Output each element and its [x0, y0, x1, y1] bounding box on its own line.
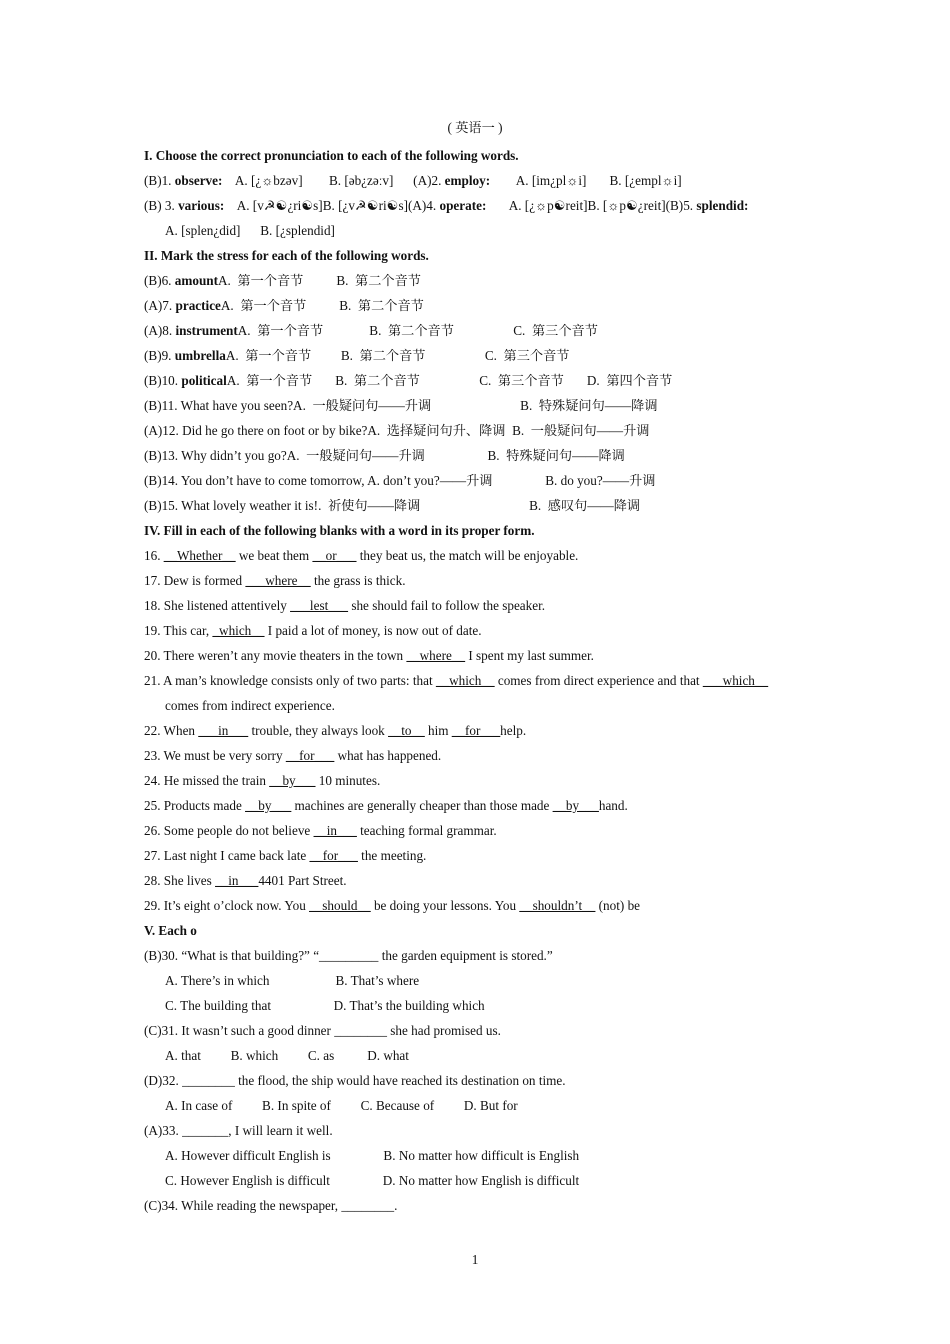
text-segment: C. The building that D. That’s the building which	[165, 998, 485, 1013]
text-segment: she should fail to follow the speaker.	[348, 598, 546, 613]
text-segment: A. In case of B. In spite of C. Because of D. But for	[165, 1098, 518, 1113]
text-line	[144, 448, 625, 464]
answer-blank: __in___	[215, 873, 259, 888]
text-segment: the meeting.	[357, 848, 427, 863]
text-segment: (C)31. It wasn’t such a good dinner ________ she had promised us.	[144, 1023, 501, 1038]
text-segment: comes from indirect experience.	[165, 698, 335, 713]
text-segment: help.	[500, 723, 527, 738]
text-segment: A. 第一个音节 B. 第二个音节 C. 第三个音节	[225, 348, 570, 363]
text-segment: (A)8.	[144, 323, 176, 338]
text-line	[144, 323, 598, 339]
text-segment: A. [im¿pl☼i] B. [¿empl☼i]	[490, 173, 682, 188]
text-line	[144, 473, 655, 489]
text-segment: 22. When	[144, 723, 199, 738]
answer-blank: __Whether__	[163, 548, 236, 563]
text-segment: (B) 3.	[144, 198, 179, 213]
answer-blank: __by___	[269, 773, 316, 788]
text-segment: 19. This car,	[144, 623, 213, 638]
text-segment: (not) be	[595, 898, 641, 913]
bold-text: practice	[175, 298, 221, 313]
answer-blank: __should__	[309, 898, 371, 913]
answer-blank: __for___	[451, 723, 501, 738]
text-segment: 17. Dew is formed	[144, 573, 246, 588]
text-segment: 28. She lives	[144, 873, 216, 888]
page-number: 1	[471, 1252, 479, 1267]
text-segment: (A)12. Did he go there on foot or by bike?A. 选择疑问句升、降调 B. 一般疑问句——升调	[144, 423, 650, 438]
text-line	[165, 973, 419, 989]
text-segment: comes from direct experience and that	[494, 673, 703, 688]
text-segment: they beat us, the match will be enjoyable.	[356, 548, 579, 563]
text-segment: (D)32. ________ the flood, the ship would have reached its destination on time.	[144, 1073, 566, 1088]
text-line	[165, 1048, 409, 1064]
text-segment: (B)14. You don’t have to come tomorrow, A. don’t you?——升调 B. do you?——升调	[144, 473, 656, 488]
text-segment: 23. We must be very sorry	[144, 748, 286, 763]
answer-blank: __which__	[435, 673, 495, 688]
text-line	[144, 1198, 397, 1214]
text-segment: 25. Products made	[144, 798, 246, 813]
text-segment: A. [splen¿did] B. [¿splendid]	[165, 223, 335, 238]
text-segment: 26. Some people do not believe	[144, 823, 314, 838]
bold-text: political	[181, 373, 227, 388]
text-segment: A. 第一个音节 B. 第二个音节	[218, 273, 421, 288]
text-line	[144, 598, 545, 614]
text-segment: A. 第一个音节 B. 第二个音节	[220, 298, 424, 313]
text-segment: I paid a lot of money, is now out of date.	[264, 623, 482, 638]
text-line	[144, 748, 441, 764]
text-segment: 4401 Part Street.	[258, 873, 347, 888]
text-segment: A. [¿☼p☯reit]B. [☼p☯¿reit](B)5.	[486, 198, 697, 213]
text-segment: 10 minutes.	[315, 773, 381, 788]
text-line	[144, 898, 640, 914]
text-segment: (B)13. Why didn’t you go?A. 一般疑问句——升调 B. 特殊疑问句——降调	[144, 448, 625, 463]
text-line	[144, 423, 649, 439]
text-segment: A. [v☭☯¿ri☯s]B. [¿v☭☯ri☯s](A)4.	[224, 198, 440, 213]
bold-text: various:	[178, 198, 225, 213]
text-line	[165, 698, 335, 714]
text-segment: him	[424, 723, 452, 738]
answer-blank: _which__	[212, 623, 265, 638]
bold-text: operate:	[439, 198, 487, 213]
page-title: ( 英语一 )	[447, 120, 503, 135]
text-line	[144, 1023, 501, 1039]
text-line	[144, 623, 482, 639]
text-segment: A. 第一个音节 B. 第二个音节 C. 第三个音节 D. 第四个音节	[226, 373, 673, 388]
text-line	[144, 648, 594, 664]
bold-text: amount	[174, 273, 219, 288]
answer-blank: __or___	[312, 548, 357, 563]
text-line	[144, 498, 640, 514]
answer-blank: __for___	[309, 848, 358, 863]
text-segment: (A)7.	[144, 298, 176, 313]
text-segment: hand.	[598, 798, 628, 813]
text-line	[144, 873, 347, 889]
text-line	[144, 248, 429, 264]
bold-text: I. Choose the correct pronunciation to each of the following words.	[144, 148, 519, 163]
answer-blank: __in___	[313, 823, 357, 838]
text-segment: A. [¿☼bzəv] B. [əb¿zəːv] (A)2.	[222, 173, 445, 188]
text-line	[144, 573, 406, 589]
answer-blank: ___which__	[702, 673, 769, 688]
text-segment: 21. A man’s knowledge consists only of two parts: that	[144, 673, 436, 688]
text-segment: (B)30. “What is that building?” “_________ the garden equipment is stored.”	[144, 948, 553, 963]
text-line	[165, 223, 335, 239]
answer-blank: __for___	[285, 748, 335, 763]
answer-blank: ___where__	[245, 573, 311, 588]
text-line	[144, 548, 578, 564]
text-segment: (B)11. What have you seen?A. 一般疑问句——升调 B. 特殊疑问句——降调	[144, 398, 658, 413]
text-segment: (B)10.	[144, 373, 182, 388]
text-line	[144, 723, 526, 739]
answer-blank: ___lest___	[290, 598, 349, 613]
text-line	[144, 398, 658, 414]
text-line	[144, 198, 748, 214]
text-line	[144, 148, 519, 164]
answer-blank: __to__	[388, 723, 425, 738]
text-segment: A. However difficult English is B. No matter how difficult is English	[165, 1148, 580, 1163]
text-line	[165, 1173, 579, 1189]
bold-text: splendid:	[696, 198, 749, 213]
text-segment: (B)1.	[144, 173, 175, 188]
text-line	[165, 1098, 518, 1114]
text-line	[144, 773, 380, 789]
text-line	[144, 673, 768, 689]
text-line	[144, 373, 672, 389]
bold-text: II. Mark the stress for each of the following words.	[144, 248, 429, 263]
text-segment: 20. There weren’t any movie theaters in the town	[144, 648, 407, 663]
answer-blank: __shouldn’t__	[519, 898, 596, 913]
answer-blank: __by___	[552, 798, 599, 813]
text-segment: I spent my last summer.	[465, 648, 594, 663]
text-line	[144, 948, 553, 964]
text-line	[144, 298, 424, 314]
text-segment: (A)33. _______, I will learn it well.	[144, 1123, 333, 1138]
text-segment: the grass is thick.	[310, 573, 406, 588]
text-line	[144, 823, 497, 839]
text-segment: what has happened.	[334, 748, 442, 763]
text-segment: A. There’s in which B. That’s where	[165, 973, 420, 988]
text-line	[144, 923, 197, 939]
answer-blank: ___in___	[198, 723, 249, 738]
text-line	[144, 348, 569, 364]
text-line	[144, 273, 421, 289]
text-segment: 18. She listened attentively	[144, 598, 291, 613]
text-segment: trouble, they always look	[248, 723, 389, 738]
text-segment: 24. He missed the train	[144, 773, 270, 788]
text-segment: teaching formal grammar.	[356, 823, 497, 838]
text-segment: we beat them	[235, 548, 313, 563]
text-line	[144, 798, 628, 814]
text-line	[144, 848, 426, 864]
text-segment: A. that B. which C. as D. what	[165, 1048, 409, 1063]
text-segment: (B)15. What lovely weather it is!. 祈使句——降调 B. 感叹句——降调	[144, 498, 641, 513]
text-segment: 29. It’s eight o’clock now. You	[144, 898, 310, 913]
text-line	[144, 523, 535, 539]
text-segment: (C)34. While reading the newspaper, ________.	[144, 1198, 398, 1213]
text-segment: machines are generally cheaper than those made	[291, 798, 553, 813]
bold-text: IV. Fill in each of the following blanks with a word in its proper form.	[144, 523, 535, 538]
text-segment: A. 第一个音节 B. 第二个音节 C. 第三个音节	[237, 323, 598, 338]
answer-blank: __by___	[245, 798, 292, 813]
text-line	[144, 1073, 566, 1089]
text-line	[165, 998, 485, 1014]
bold-text: V. Each o	[144, 923, 197, 938]
bold-text: observe:	[174, 173, 223, 188]
text-segment: (B)9.	[144, 348, 175, 363]
text-segment: (B)6.	[144, 273, 175, 288]
text-segment: 27. Last night I came back late	[144, 848, 310, 863]
text-segment: be doing your lessons. You	[370, 898, 520, 913]
text-line	[165, 1148, 579, 1164]
text-line	[144, 1123, 333, 1139]
bold-text: umbrella	[174, 348, 226, 363]
text-segment: C. However English is difficult D. No matter how English is difficult	[165, 1173, 580, 1188]
bold-text: instrument	[175, 323, 238, 338]
bold-text: employ:	[444, 173, 491, 188]
text-line	[144, 173, 682, 189]
answer-blank: __where__	[406, 648, 466, 663]
text-segment: 16.	[144, 548, 164, 563]
